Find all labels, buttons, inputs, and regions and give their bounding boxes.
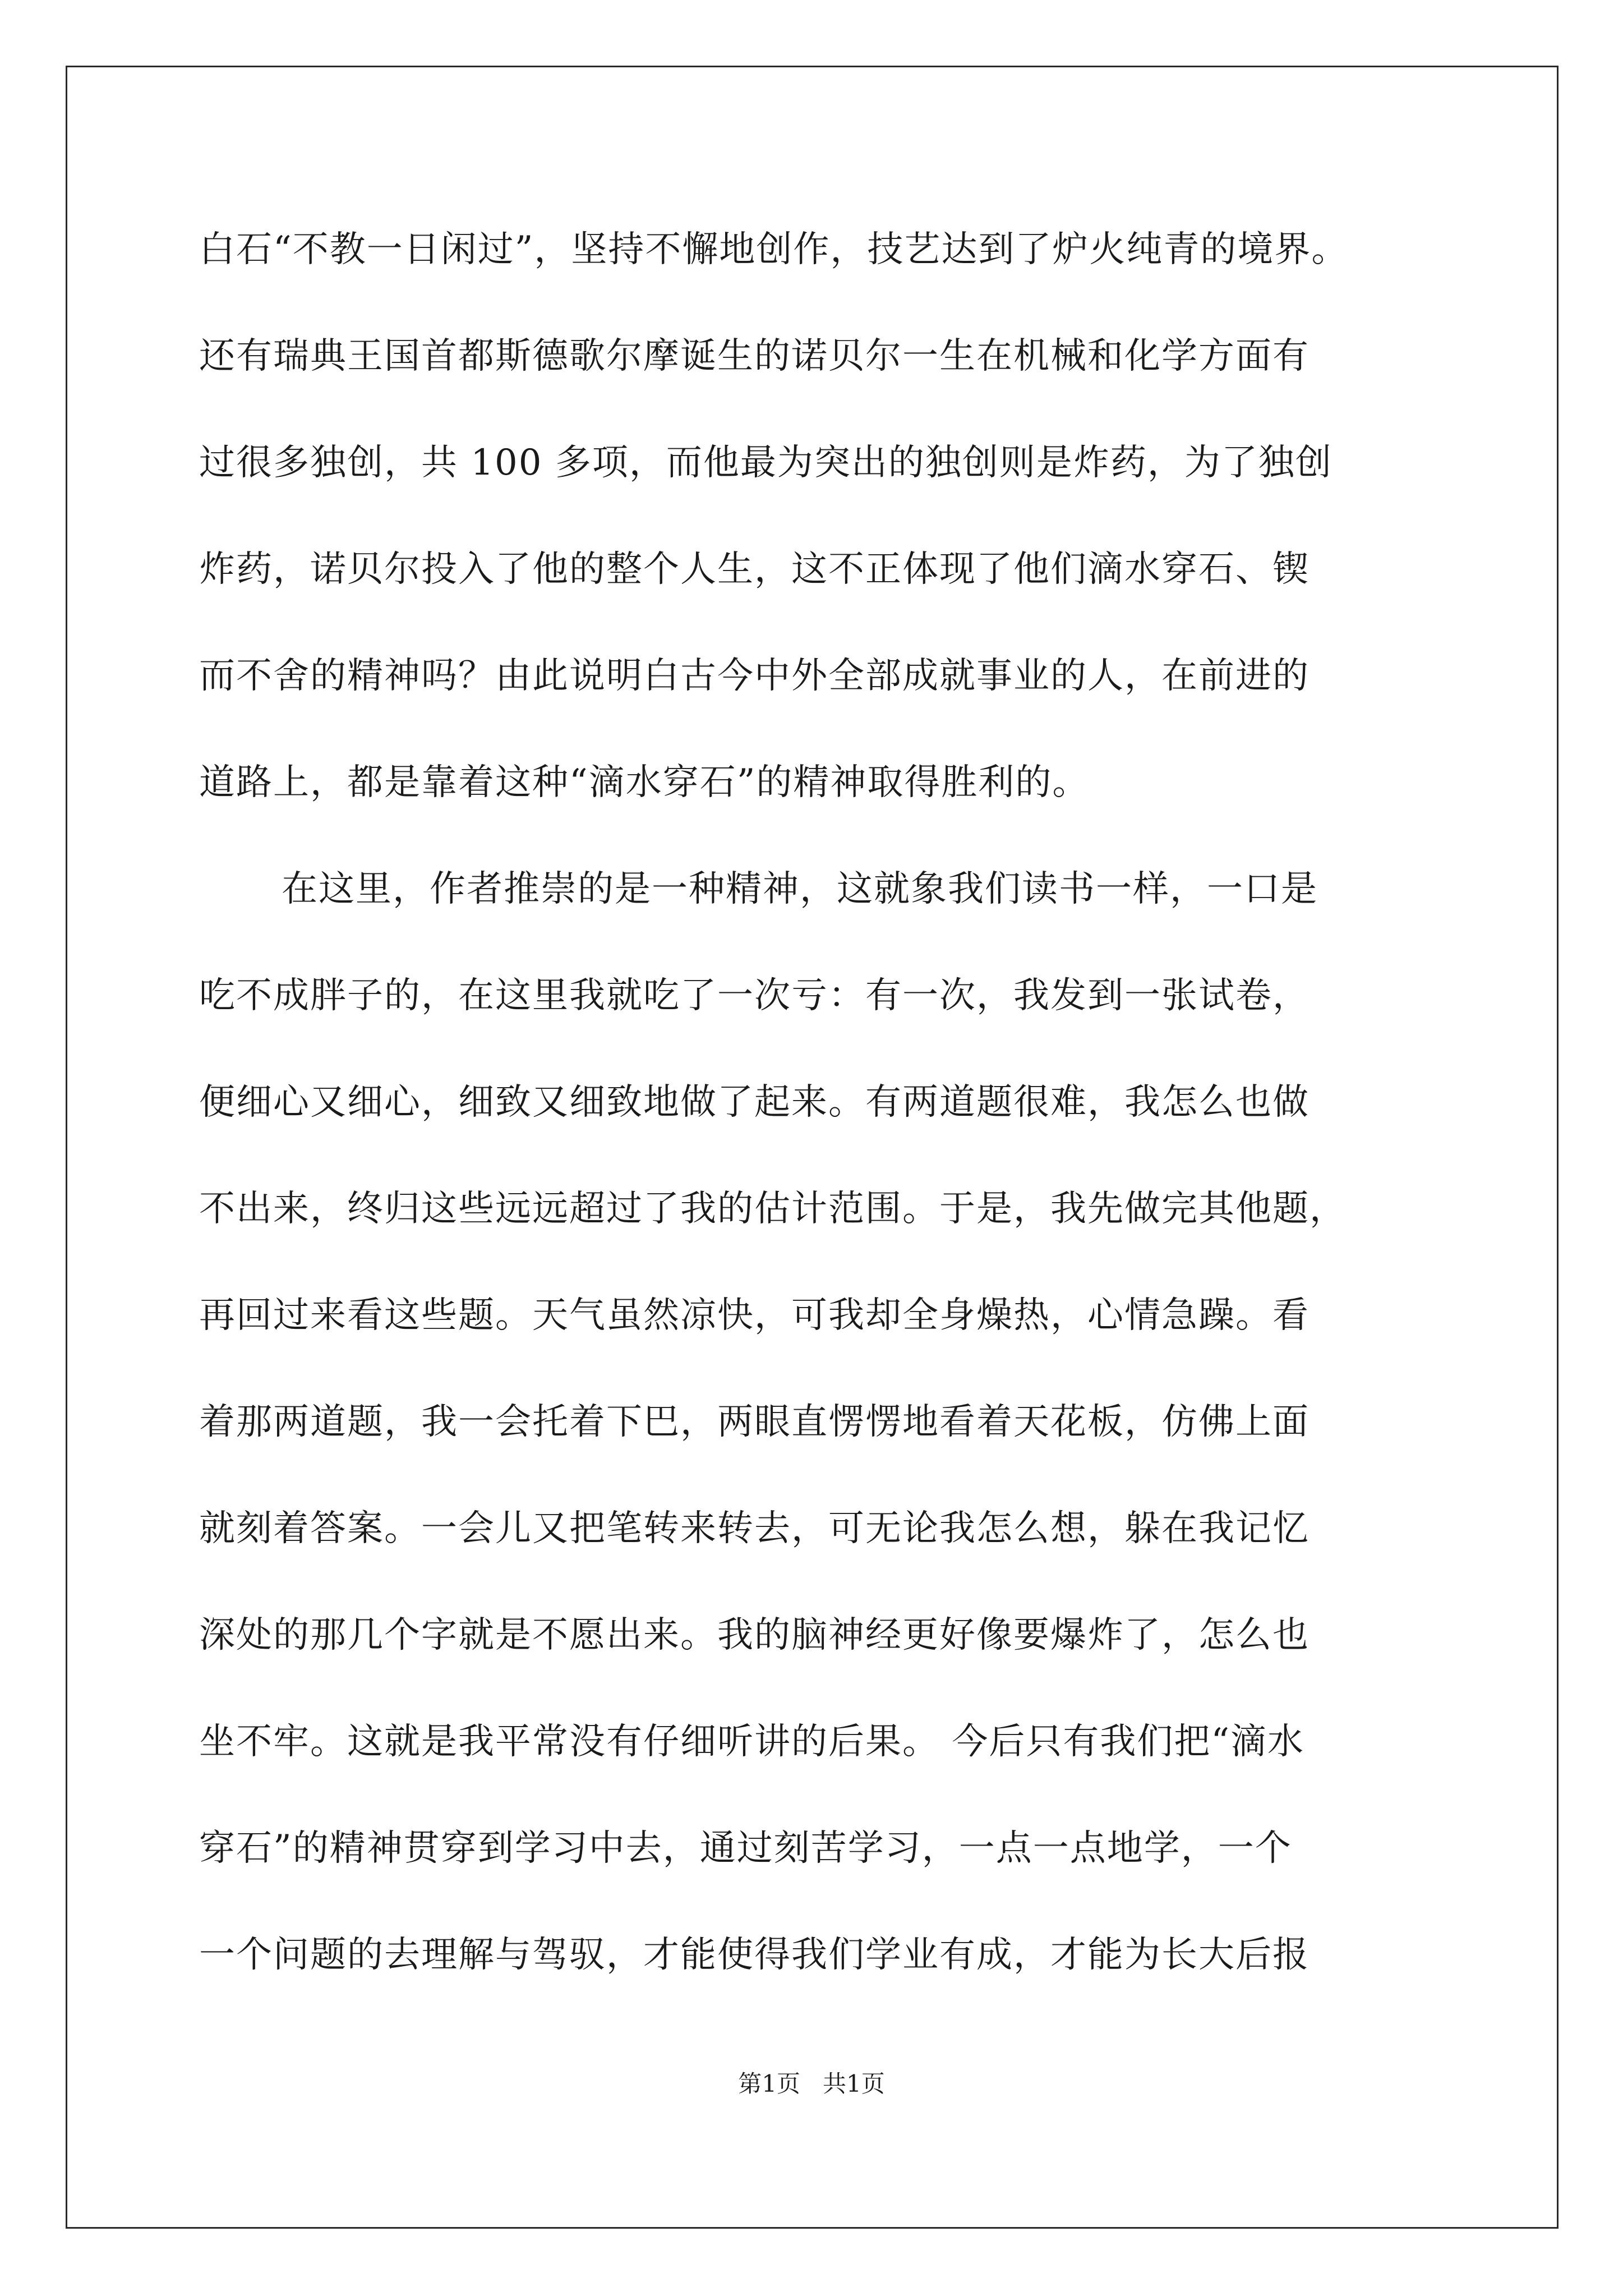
text-line: 在这里，作者推崇的是一种精神，这就象我们读书一样，一口是 [282,868,1318,910]
text-line: 就刻着答案。一会儿又把笔转来转去，可无论我怎么想，躲在我记忆 [199,1508,1310,1549]
text-line: 还有瑞典王国首都斯德歌尔摩诞生的诺贝尔一生在机械和化学方面有 [199,335,1310,377]
text-line: 坐不牢。这就是我平常没有仔细听讲的后果。 今后只有我们把“滴水 [199,1721,1305,1763]
text-line: 再回过来看这些题。天气虽然凉快，可我却全身燥热，心情急躁。看 [199,1295,1310,1336]
text-line: 炸药，诺贝尔投入了他的整个人生，这不正体现了他们滴水穿石、锲 [199,549,1310,590]
text-line: 不出来，终归这些远远超过了我的估计范围。于是，我先做完其他题， [199,1188,1347,1230]
text-line: 便细心又细心，细致又细致地做了起来。有两道题很难，我怎么也做 [199,1082,1310,1123]
text-line: 一个问题的去理解与驾驭，才能使得我们学业有成，才能为长大后报 [199,1934,1310,1976]
text-line: 白石“不教一日闲过”，坚持不懈地创作，技艺达到了炉火纯青的境界。 [199,229,1349,270]
text-line: 而不舍的精神吗？由此说明白古今中外全部成就事业的人，在前进的 [199,655,1310,697]
text-line: 道路上，都是靠着这种“滴水穿石”的精神取得胜利的。 [199,762,1090,803]
page-border [66,66,1559,2229]
text-line: 吃不成胖子的，在这里我就吃了一次亏：有一次，我发到一张试卷， [199,975,1310,1016]
text-line: 过很多独创，共 100 多项，而他最为突出的独创则是炸药，为了独创 [199,442,1332,484]
text-line: 深处的那几个字就是不愿出来。我的脑神经更好像要爆炸了，怎么也 [199,1614,1310,1656]
text-line: 穿石”的精神贯穿到学习中去，通过刻苦学习，一点一点地学，一个 [199,1828,1292,1869]
page-number-footer: 第1页 共1页 [738,2070,885,2097]
text-line: 着那两道题，我一会托着下巴，两眼直愣愣地看着天花板，仿佛上面 [199,1401,1310,1443]
